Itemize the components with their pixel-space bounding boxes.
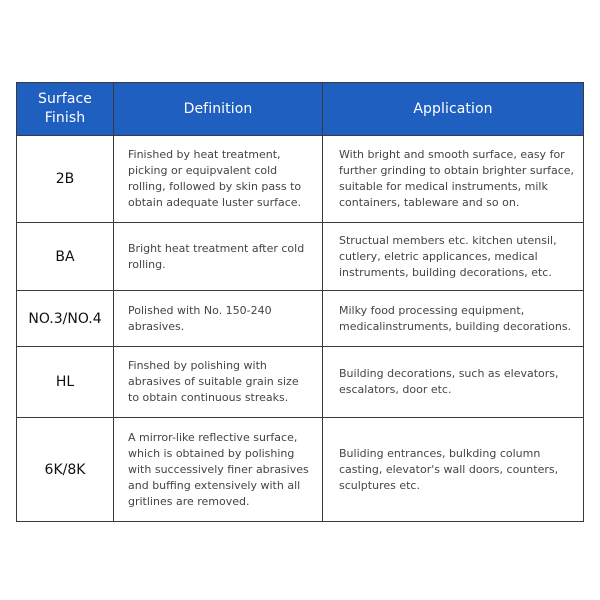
application-cell: Structual members etc. kitchen utensil, cutlery, eletric applicances, medical instruments, building decorations, etc. xyxy=(323,223,584,291)
table-row xyxy=(17,223,584,291)
application-cell: With bright and smooth surface, easy for further grinding to obtain brighter surface, suitable for medical instruments, milk containers, tableware and so on. xyxy=(323,136,584,223)
table-row xyxy=(17,291,584,347)
finish-code: BA xyxy=(17,223,114,291)
table-row xyxy=(17,347,584,418)
application-cell: Building decorations, such as elevators, escalators, door etc. xyxy=(323,347,584,418)
application-cell: Buliding entrances, bulkding column casting, elevator's wall doors, counters, sculptures etc. xyxy=(323,418,584,522)
header-row xyxy=(17,83,584,136)
header-application: Application xyxy=(323,83,584,136)
definition-cell: Finshed by polishing with abrasives of suitable grain size to obtain continuous streaks. xyxy=(114,347,323,418)
table-row xyxy=(17,418,584,522)
surface-finish-table xyxy=(16,82,584,522)
definition-cell: A mirror-like reflective surface, which is obtained by polishing with successively finer abrasives and buffing extensively with all gritlines are removed. xyxy=(114,418,323,522)
finish-code: 6K/8K xyxy=(17,418,114,522)
definition-cell: Bright heat treatment after cold rolling. xyxy=(114,223,323,291)
header-definition: Definition xyxy=(114,83,323,136)
definition-cell: Polished with No. 150-240 abrasives. xyxy=(114,291,323,347)
header-surface-finish: Surface Finish xyxy=(17,83,114,136)
application-cell: Milky food processing equipment, medicalinstruments, building decorations. xyxy=(323,291,584,347)
definition-cell: Finished by heat treatment, picking or equipvalent cold rolling, followed by skin pass to obtain adequate luster surface. xyxy=(114,136,323,223)
table-row xyxy=(17,136,584,223)
finish-code: HL xyxy=(17,347,114,418)
finish-code: 2B xyxy=(17,136,114,223)
finish-code: NO.3/NO.4 xyxy=(17,291,114,347)
